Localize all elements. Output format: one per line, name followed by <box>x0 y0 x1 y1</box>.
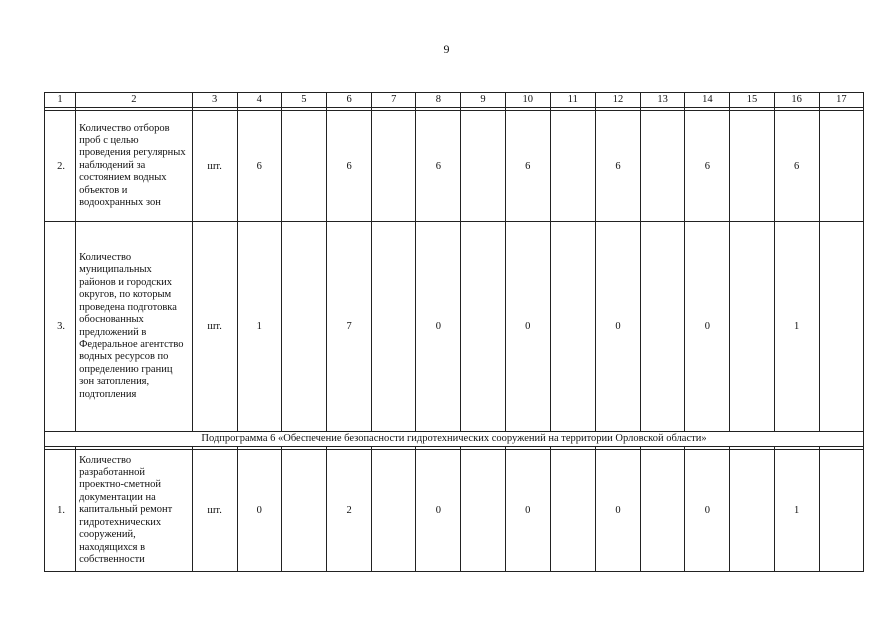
value-cell <box>372 111 416 222</box>
value-cell <box>372 450 416 572</box>
value-cell: 1 <box>774 450 819 572</box>
table-row <box>45 111 864 222</box>
column-number: 11 <box>550 93 595 108</box>
column-number: 16 <box>774 93 819 108</box>
subprogram-title: Подпрограмма 6 «Обеспечение безопасности гидротехнических сооружений на территории Орловской области» <box>45 432 864 447</box>
value-cell <box>372 222 416 432</box>
value-cell: 1 <box>774 222 819 432</box>
value-cell <box>281 450 326 572</box>
indicators-table <box>44 92 864 572</box>
indicator-name: Количество отборов проб с целью проведения регулярных наблюдений за состоянием водных объектов и водоохранных зон <box>76 111 192 222</box>
indicator-name: Количество разработанной проектно-сметной документации на капитальный ремонт гидротехнических сооружений, находящихся в собственности <box>76 450 192 572</box>
column-number: 7 <box>372 93 416 108</box>
column-number: 14 <box>685 93 730 108</box>
column-number: 13 <box>641 93 685 108</box>
column-number: 5 <box>281 93 326 108</box>
value-cell: 0 <box>237 450 281 572</box>
column-number: 9 <box>461 93 505 108</box>
value-cell <box>641 111 685 222</box>
value-cell <box>461 222 505 432</box>
column-number: 2 <box>76 93 192 108</box>
value-cell <box>281 222 326 432</box>
value-cell <box>461 450 505 572</box>
value-cell: 6 <box>505 111 550 222</box>
value-cell <box>819 222 863 432</box>
value-cell <box>281 111 326 222</box>
value-cell: 0 <box>416 222 461 432</box>
column-number: 1 <box>45 93 76 108</box>
unit-cell: шт. <box>192 450 237 572</box>
value-cell: 7 <box>327 222 372 432</box>
value-cell: 1 <box>237 222 281 432</box>
column-number: 3 <box>192 93 237 108</box>
value-cell: 0 <box>505 222 550 432</box>
value-cell: 0 <box>416 450 461 572</box>
page-number: 9 <box>443 42 450 56</box>
value-cell: 0 <box>685 222 730 432</box>
value-cell: 0 <box>505 450 550 572</box>
value-cell <box>730 222 774 432</box>
column-number: 6 <box>327 93 372 108</box>
value-cell <box>550 222 595 432</box>
value-cell: 0 <box>595 222 640 432</box>
value-cell: 6 <box>237 111 281 222</box>
value-cell <box>730 111 774 222</box>
value-cell: 2 <box>327 450 372 572</box>
value-cell: 0 <box>685 450 730 572</box>
value-cell <box>641 450 685 572</box>
value-cell: 6 <box>416 111 461 222</box>
value-cell <box>641 222 685 432</box>
subprogram-row <box>45 432 864 447</box>
value-cell <box>819 450 863 572</box>
unit-cell: шт. <box>192 111 237 222</box>
value-cell <box>550 450 595 572</box>
indicator-name: Количество муниципальных районов и городских округов, по которым проведена подготовка обоснованных предложений в Федеральное агентство водных ресурсов по определению границ зон затопления, подтопления <box>76 222 192 432</box>
column-number: 4 <box>237 93 281 108</box>
value-cell: 6 <box>595 111 640 222</box>
row-number: 2. <box>45 111 76 222</box>
value-cell <box>461 111 505 222</box>
value-cell: 6 <box>685 111 730 222</box>
column-numbers-row <box>45 93 864 108</box>
value-cell <box>819 111 863 222</box>
row-number: 3. <box>45 222 76 432</box>
value-cell <box>730 450 774 572</box>
column-number: 17 <box>819 93 863 108</box>
row-number: 1. <box>45 450 76 572</box>
value-cell: 6 <box>327 111 372 222</box>
unit-cell: шт. <box>192 222 237 432</box>
column-number: 15 <box>730 93 774 108</box>
column-number: 12 <box>595 93 640 108</box>
table-row <box>45 222 864 432</box>
value-cell <box>550 111 595 222</box>
value-cell: 0 <box>595 450 640 572</box>
column-number: 10 <box>505 93 550 108</box>
table-row <box>45 450 864 572</box>
column-number: 8 <box>416 93 461 108</box>
value-cell: 6 <box>774 111 819 222</box>
